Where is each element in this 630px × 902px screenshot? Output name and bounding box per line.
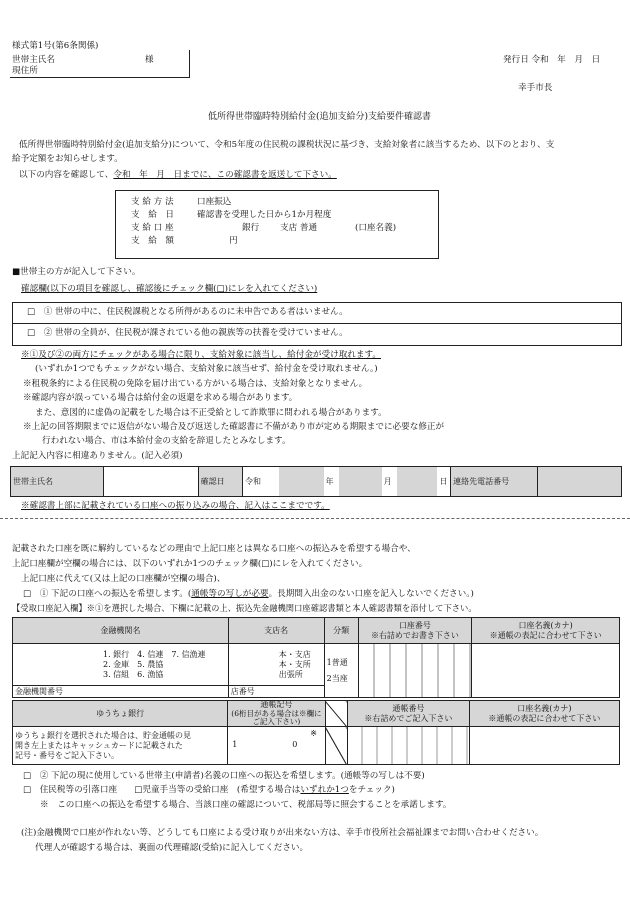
note1: ※①及び②の両方にチェックがある場合に限り、支給対象に該当し、給付金が受け取れます。 bbox=[21, 350, 381, 360]
amount-yen: 円 bbox=[229, 236, 238, 246]
h-yucho: ゆうちょ銀行 bbox=[13, 701, 228, 727]
section1-heading: ■世帯主の方が記入して下さい。 bbox=[12, 267, 141, 277]
form-number: 様式第1号(第6条関係) bbox=[12, 41, 99, 51]
sig-month: 月 bbox=[382, 467, 398, 497]
sig-phone-label: 連絡先電話番号 bbox=[451, 467, 537, 497]
symbol-input[interactable]: 1 0 ※ bbox=[228, 727, 325, 765]
check2-label: □ ② 世帯の全員が、住民税が課されている他の親族等の扶養を受けていません。 bbox=[27, 328, 348, 338]
option3-note: ※ この口座への振込を希望する場合、当該口座の確認について、税部局等に照会することを承諾します。 bbox=[40, 800, 452, 810]
page-title: 低所得世帯臨時特別給付金(追加支給分)支給要件確認書 bbox=[208, 112, 432, 122]
signature-table bbox=[10, 466, 622, 497]
confirm-text: 上記記入内容に相違ありません。(記入必須) bbox=[12, 451, 183, 461]
check1-label: □ ① 世帯の中に、住民税課税となる所得があるのに未申告である者はいません。 bbox=[27, 307, 348, 317]
note7: 行われない場合、市は本給付金の支給を辞退したとみなします。 bbox=[42, 436, 291, 446]
cut-line bbox=[0, 518, 630, 519]
honorific: 様 bbox=[145, 55, 154, 65]
intro-line2: 給予定額をお知らせします。 bbox=[12, 154, 123, 164]
footer-note1: (注)金融機関で口座が作れない等、どうしても口座による受け取りが出来ない方は、幸手市役所社会福祉課までお問い合わせください。 bbox=[21, 828, 544, 838]
sig-name-label: 世帯主氏名 bbox=[11, 467, 104, 497]
date-value: 確認書を受理した日から1か月程度 bbox=[197, 210, 332, 220]
account-number-input[interactable] bbox=[358, 644, 472, 698]
account-label: 支 給 口 座 bbox=[131, 223, 174, 233]
diag-cell bbox=[325, 701, 347, 727]
bank-table bbox=[12, 617, 620, 698]
yucho-number-input[interactable] bbox=[347, 727, 469, 765]
sig-month-input[interactable] bbox=[339, 467, 381, 497]
h-account: 口座番号 ※右詰めでお書き下さい bbox=[358, 618, 472, 644]
note6: ※上記の回答期限までに返信がない場合及び返送した確認書に不備があり市が定める期限までに必要な修正が bbox=[23, 422, 445, 432]
footer-note2: 代理人が確認する場合は、裏面の代理確認(受給)に記入してください。 bbox=[35, 843, 309, 853]
receive-heading: 【受取口座記入欄】※①を選択した場合、下欄に記載の上、振込先金融機関口座確認書類と本人確認書類を添付して下さい。 bbox=[12, 603, 477, 613]
date-label: 支 給 日 bbox=[131, 210, 174, 220]
account-bank: 銀行 bbox=[242, 223, 260, 233]
sig-phone-input[interactable] bbox=[537, 467, 621, 497]
h-bank: 金融機関名 bbox=[13, 618, 229, 644]
s2-line1: 記載された口座を既に解約しているなどの理由で上記口座とは異なる口座への振込みを希望する場合や、 bbox=[12, 544, 416, 554]
issuer: 幸手市長 bbox=[518, 83, 553, 93]
yucho-table bbox=[12, 700, 620, 765]
note2: (いずれか1つでもチェックがない場合、支給対象に該当せず、給付金を受け取れません。) bbox=[35, 364, 378, 374]
class-cell[interactable]: 1普通 2当座 bbox=[324, 644, 358, 698]
address-label: 現住所 bbox=[12, 66, 38, 76]
sig-day: 日 bbox=[437, 467, 450, 497]
yucho-kana-input[interactable] bbox=[469, 727, 619, 765]
end-note: ※確認書上部に記載されている口座への振り込みの場合、記入はここまでです。 bbox=[21, 501, 330, 511]
householder-label: 世帯主氏名 bbox=[12, 55, 55, 65]
h-symbol: 通帳記号 (6桁目がある場合は※欄にご記入下さい) bbox=[228, 701, 325, 727]
s2-line3: 上記口座に代えて(又は上記の口座欄が空欄の場合)、 bbox=[21, 574, 226, 584]
sig-day-input[interactable] bbox=[397, 467, 437, 497]
h-class: 分類 bbox=[324, 618, 358, 644]
h-yucho-kana: 口座名義(カナ) ※通帳の表記に合わせて下さい bbox=[469, 701, 619, 727]
account-holder: (口座名義) bbox=[355, 223, 397, 233]
sig-date-label: 確認日 bbox=[198, 467, 242, 497]
s2-line2: 上記口座欄が空欄の場合には、以下のいずれか1つのチェック欄(□)にレを入れてください。 bbox=[12, 559, 368, 569]
issue-date: 発行日 令和 年 月 日 bbox=[503, 55, 601, 65]
h-kana: 口座名義(カナ) ※通帳の表記に合わせて下さい bbox=[472, 618, 620, 644]
sig-name-input[interactable] bbox=[103, 467, 198, 497]
option1[interactable]: □ ① 下記の口座への振込を希望します。(通帳等の写しが必要。長期間入出金のない口座を記入しないでください。) bbox=[23, 589, 474, 599]
yucho-desc: ゆうちょ銀行を選択された場合は、貯金通帳の見 開き左上またはキャッシュカードに記載された 記号・番号をご記入下さい。 bbox=[13, 727, 228, 765]
sig-reiwa: 令和 bbox=[242, 467, 279, 497]
check-row-2[interactable] bbox=[12, 324, 622, 346]
h-num: 通帳番号 ※右詰めでご記入下さい bbox=[347, 701, 469, 727]
bank-types[interactable]: 1. 銀行 4. 信連 7. 信漁連 2. 金庫 5. 農協 3. 信組 6. 漁協 bbox=[13, 644, 229, 686]
check-row-1[interactable] bbox=[12, 302, 622, 324]
amount-label: 支 給 額 bbox=[131, 236, 174, 246]
option2[interactable]: □ ② 下記の現に使用している世帯主(申請者)名義の口座への振込を希望します。(通帳等の写しは不要) bbox=[23, 771, 425, 781]
account-branch: 支店 普通 bbox=[280, 223, 318, 233]
intro-line3: 以下の内容を確認して、令和 年 月 日までに、この確認書を返送して下さい。 bbox=[19, 170, 337, 180]
h-branch: 支店名 bbox=[228, 618, 324, 644]
method-value: 口座振込 bbox=[197, 197, 232, 207]
branch-types[interactable]: 本・支店 本・支所 出張所 bbox=[228, 644, 324, 686]
note5: また、意図的に虚偽の記載をした場合は不正受給として詐欺罪に問われる場合があります。 bbox=[35, 408, 387, 418]
note4: ※確認内容が誤っている場合は給付金の返還を求める場合があります。 bbox=[23, 393, 298, 403]
check-instruction: 確認欄(以下の項目を確認し、確認後にチェック欄(□)にレを入れてください) bbox=[21, 284, 318, 294]
diag-cell-2 bbox=[325, 727, 347, 765]
store-code-cell[interactable]: 店番号 bbox=[228, 686, 324, 698]
intro-line1: 低所得世帯臨時特別給付金(追加支給分)について、令和5年度の住民税の課税状況に基づき、支給対象者に該当するため、以下のとおり、支 bbox=[19, 140, 555, 150]
method-label: 支 給 方 法 bbox=[131, 197, 174, 207]
option3[interactable]: □ 住民税等の引落口座 □児童手当等の受給口座 (希望する場合はいずれか1つをチェック) bbox=[23, 785, 395, 795]
sig-year: 年 bbox=[324, 467, 340, 497]
note3: ※租税条約による住民税の免除を届け出ている方がいる場合は、支給対象となりません。 bbox=[23, 379, 368, 389]
bank-code-cell[interactable]: 金融機関番号 bbox=[13, 686, 229, 698]
sig-year-input[interactable] bbox=[279, 467, 323, 497]
kana-input[interactable] bbox=[472, 644, 620, 698]
